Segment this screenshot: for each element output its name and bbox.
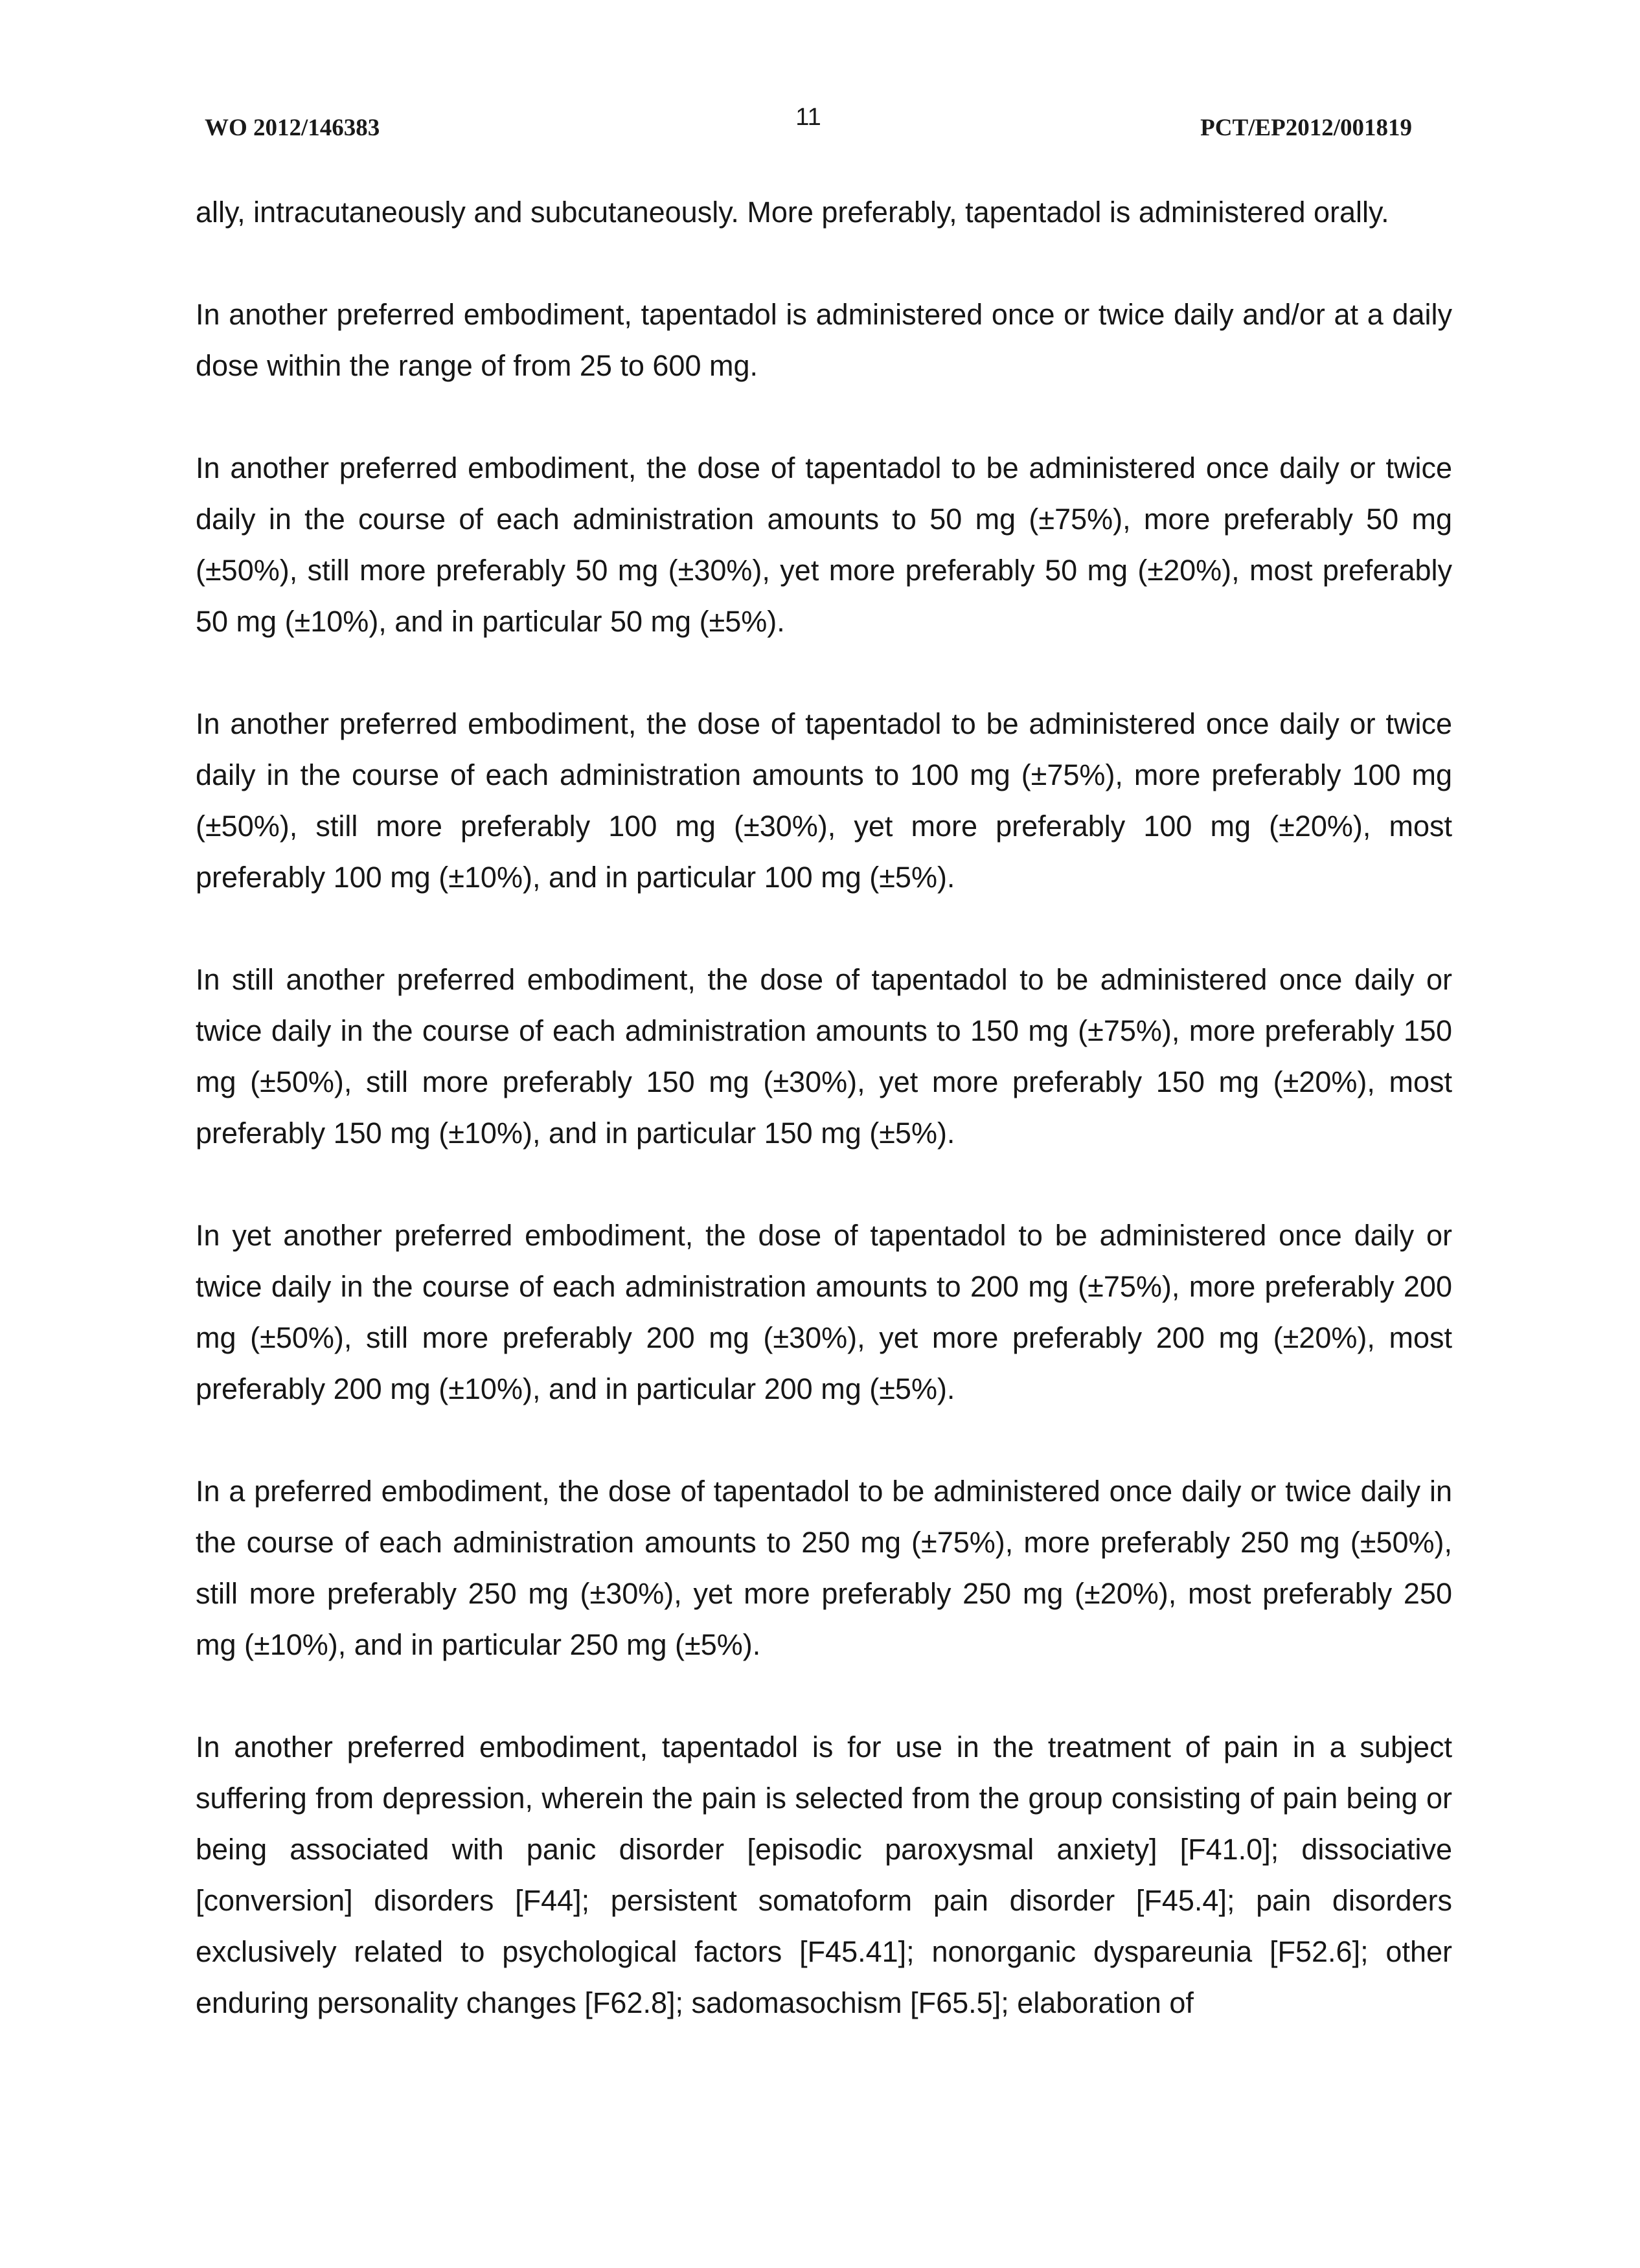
page-number: 11 xyxy=(795,104,821,131)
paragraph-4: In another preferred embodiment, the dose of tapentadol to be administered once daily or twice daily in the course of each administration amounts to 100 mg (±75%), more preferably 100 mg (±50%), still more preferably 100 mg (±30%), yet more preferably 100 mg (±20%), most preferably 100 mg (±10%), and in particular 100 mg (±5%). xyxy=(196,707,1452,894)
paragraph-3: In another preferred embodiment, the dose of tapentadol to be administered once daily or twice daily in the course of each administration amounts to 50 mg (±75%), more preferably 50 mg (±50%), still more preferably 50 mg (±30%), yet more preferably 50 mg (±20%), most preferably 50 mg (±10%), and in particular 50 mg (±5%). xyxy=(196,451,1452,638)
paragraph-7: In a preferred embodiment, the dose of tapentadol to be administered once daily or twice daily in the course of each administration amounts to 250 mg (±75%), more preferably 250 mg (±50%), still more preferably 250 mg (±30%), yet more preferably 250 mg (±20%), most preferably 250 mg (±10%), and in particular 250 mg (±5%). xyxy=(196,1475,1452,1661)
publication-number: WO 2012/146383 xyxy=(205,115,380,141)
document-body xyxy=(196,187,1452,2080)
paragraph-2: In another preferred embodiment, tapentadol is administered once or twice daily and/or at a daily dose within the range of from 25 to 600 mg. xyxy=(196,298,1452,382)
paragraph-6: In yet another preferred embodiment, the dose of tapentadol to be administered once daily or twice daily in the course of each administration amounts to 200 mg (±75%), more preferably 200 mg (±50%), still more preferably 200 mg (±30%), yet more preferably 200 mg (±20%), most preferably 200 mg (±10%), and in particular 200 mg (±5%). xyxy=(196,1219,1452,1405)
paragraph-1: ally, intracutaneously and subcutaneously. More preferably, tapentadol is administered orally. xyxy=(196,196,1389,229)
paragraph-5: In still another preferred embodiment, the dose of tapentadol to be administered once daily or twice daily in the course of each administration amounts to 150 mg (±75%), more preferably 150 mg (±50%), still more preferably 150 mg (±30%), yet more preferably 150 mg (±20%), most preferably 150 mg (±10%), and in particular 150 mg (±5%). xyxy=(196,963,1452,1150)
paragraph-8: In another preferred embodiment, tapentadol is for use in the treatment of pain in a subject suffering from depression, wherein the pain is selected from the group consisting of pain being or being associated with panic disorder [episodic paroxysmal anxiety] [F41.0]; dissociative [conversion] disorders [F44]; persistent somatoform pain disorder [F45.4]; pain disorders exclusively related to psychological factors [F45.41]; nonorganic dyspareunia [F52.6]; other enduring personality changes [F62.8]; sadomasochism [F65.5]; elaboration of xyxy=(196,1730,1452,2019)
application-number: PCT/EP2012/001819 xyxy=(1200,115,1412,141)
page-header xyxy=(205,104,1412,148)
